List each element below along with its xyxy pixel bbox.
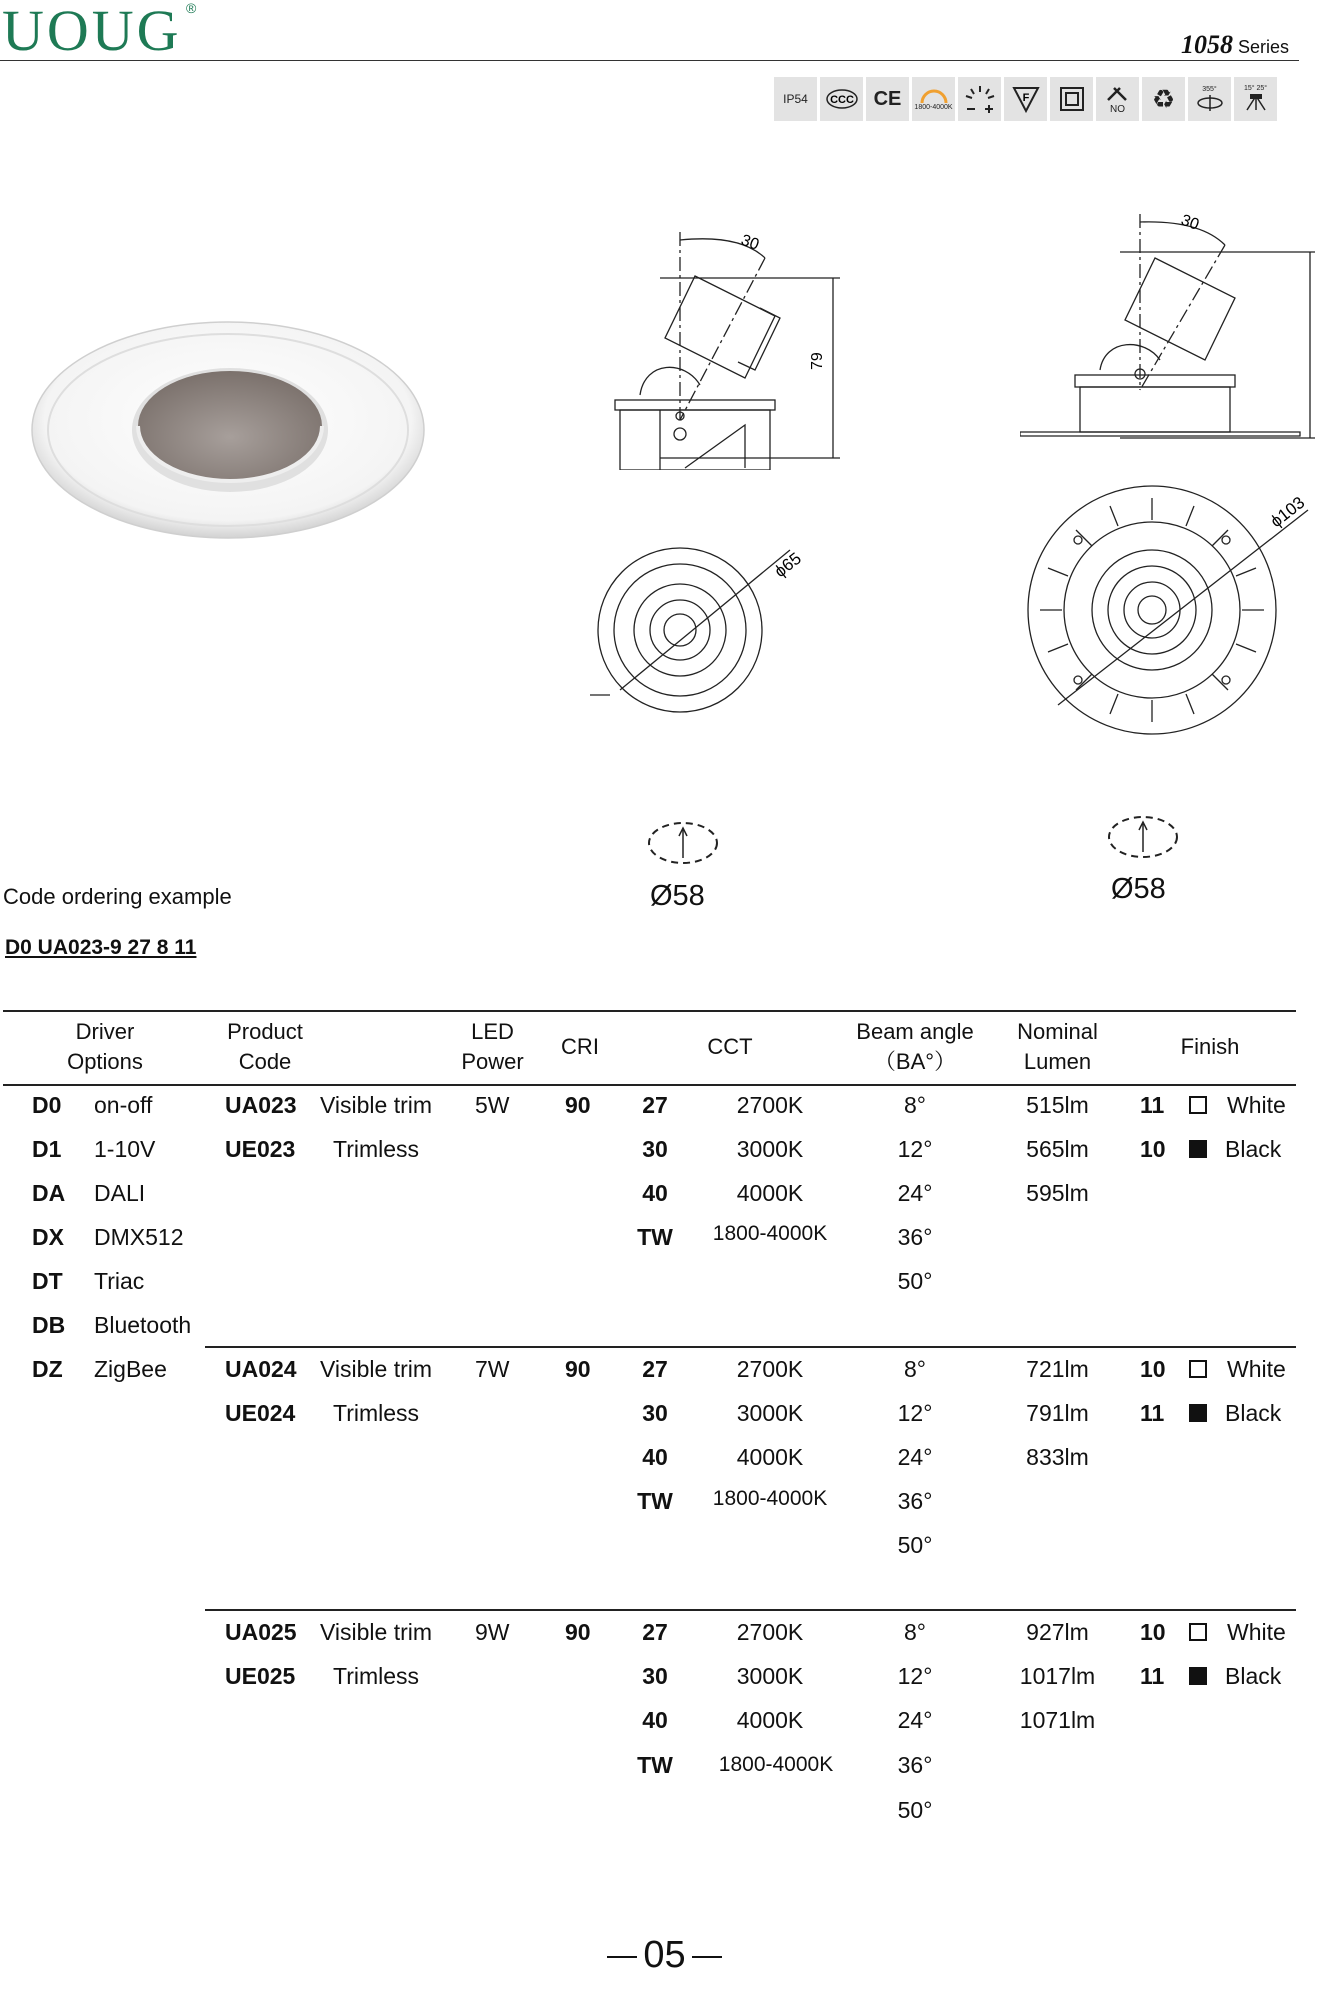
f-mark-icon: [1004, 77, 1047, 121]
finish-name: White: [1227, 1356, 1286, 1382]
header-beam-angle: Beam angle （BA°）: [856, 1019, 974, 1074]
cct-code: 40: [642, 1180, 668, 1206]
white-swatch-icon: [1189, 1623, 1207, 1641]
black-swatch-icon: [1189, 1140, 1207, 1158]
beam-angle: 12°: [897, 1136, 933, 1162]
black-swatch-icon: [1189, 1667, 1207, 1685]
series-word: Series: [1237, 37, 1289, 57]
cct-code: 40: [642, 1444, 668, 1470]
header-product-code: Product Code: [227, 1019, 303, 1074]
driver-code: DA: [32, 1180, 66, 1206]
finish-code: 10: [1140, 1619, 1166, 1645]
cri-value: 90: [565, 1356, 591, 1382]
side-view-trimless: [1020, 210, 1320, 450]
product-code: UA025: [225, 1619, 297, 1645]
beam-angle: 8°: [904, 1092, 926, 1118]
product-photo: [30, 320, 430, 550]
driver-code: DB: [32, 1312, 66, 1338]
finish-name: Black: [1225, 1136, 1282, 1162]
driver-name: DALI: [94, 1180, 146, 1206]
beam-angle: 12°: [897, 1400, 933, 1426]
driver-name: Bluetooth: [94, 1312, 192, 1338]
header-cct: CCT: [707, 1034, 753, 1059]
beam-angle: 24°: [897, 1707, 933, 1733]
product-code: UE025: [225, 1663, 296, 1689]
white-swatch-icon: [1189, 1096, 1207, 1114]
ip54-badge: IP54: [774, 77, 817, 121]
beam-angle: 36°: [897, 1488, 933, 1514]
ccc-icon: [820, 77, 863, 121]
cri-value: 90: [565, 1619, 591, 1645]
driver-name: 1-10V: [94, 1136, 156, 1162]
header-divider: [0, 60, 1299, 61]
finish-code: 11: [1140, 1092, 1165, 1118]
header-cri: CRI: [561, 1034, 599, 1059]
cct-value: 1800-4000K: [718, 1753, 834, 1776]
beam-angle: 8°: [904, 1619, 926, 1645]
cct-code: TW: [637, 1224, 673, 1250]
table-top-rule: [3, 1010, 1296, 1012]
ordering-example-label: Code ordering example: [3, 884, 232, 909]
beam-angle: 12°: [897, 1663, 933, 1689]
led-power: 7W: [475, 1356, 510, 1382]
product-code: UE024: [225, 1400, 296, 1426]
cct-code: 40: [642, 1707, 668, 1733]
no-tools-icon: NO: [1096, 77, 1139, 121]
beam-angle: 36°: [897, 1224, 933, 1250]
finish-name: Black: [1225, 1663, 1282, 1689]
table-header-rule: [3, 1084, 1296, 1086]
top-view-trimless: [1018, 480, 1328, 740]
header-nominal-lumen: Nominal Lumen: [1017, 1019, 1098, 1074]
tilt-angle-label: 30: [1178, 211, 1202, 234]
finish-name: White: [1227, 1619, 1286, 1645]
header-finish: Finish: [1180, 1034, 1240, 1059]
cct-code: 27: [642, 1619, 668, 1645]
driver-name: Triac: [94, 1268, 145, 1294]
rotation-icon: 355°: [1188, 77, 1231, 121]
cutout-diameter-right: Ø58: [1111, 873, 1166, 905]
product-desc: Visible trim: [320, 1092, 433, 1118]
product-desc: Trimless: [333, 1136, 420, 1162]
cct-value: 2700K: [736, 1092, 804, 1118]
cct-range-icon: 1800-4000K: [912, 77, 955, 121]
certification-bar: [774, 77, 1277, 121]
ordering-example-code: D0 UA023-9 27 8 11: [5, 936, 197, 959]
cct-code: 30: [642, 1136, 668, 1162]
cct-code: TW: [637, 1488, 673, 1514]
driver-code: DX: [32, 1224, 64, 1250]
cct-code: 30: [642, 1400, 668, 1426]
cct-value: 4000K: [736, 1444, 804, 1470]
cct-value: 3000K: [736, 1136, 804, 1162]
page-number-dash: [692, 1956, 722, 1958]
series-number: 1058: [1180, 30, 1233, 59]
cutout-diameter-left: Ø58: [650, 880, 705, 912]
lumen-value: 1017lm: [1019, 1663, 1096, 1689]
cct-code: 27: [642, 1092, 668, 1118]
side-view-visible-trim: [590, 220, 850, 470]
cct-value: 3000K: [736, 1663, 804, 1689]
cct-value: 2700K: [736, 1619, 804, 1645]
driver-code: D1: [32, 1136, 62, 1162]
diameter-label: ϕ103: [1266, 492, 1309, 532]
driver-name: on-off: [94, 1092, 153, 1118]
lumen-value: 791lm: [1026, 1400, 1089, 1426]
svg-text:F: F: [1022, 92, 1029, 104]
beam-angle: 24°: [897, 1444, 933, 1470]
beam-angle: 8°: [904, 1356, 926, 1382]
height-label: 79: [809, 352, 826, 370]
product-desc: Visible trim: [320, 1619, 433, 1645]
page-number: 05: [0, 1934, 1329, 1977]
class-ii-icon: [1050, 77, 1093, 121]
svg-text:CCC: CCC: [829, 94, 854, 106]
driver-name: ZigBee: [94, 1356, 167, 1382]
lumen-value: 595lm: [1026, 1180, 1089, 1206]
product-desc: Trimless: [333, 1663, 420, 1689]
brand-logo: UOUG: [2, 0, 182, 63]
finish-code: 11: [1140, 1663, 1165, 1689]
tilt-angle-label: 30: [738, 231, 762, 254]
header-led-power: LED Power: [461, 1019, 524, 1074]
recycle-icon: ♻: [1142, 77, 1185, 121]
black-swatch-icon: [1189, 1404, 1207, 1422]
lumen-value: 1071lm: [1019, 1707, 1096, 1733]
led-power: 5W: [475, 1092, 510, 1118]
diameter-label: ϕ65: [770, 548, 805, 582]
tilt-icon: 15° 25°: [1234, 77, 1277, 121]
product-desc: Trimless: [333, 1400, 420, 1426]
dimmable-icon: [958, 77, 1001, 121]
lumen-value: 833lm: [1026, 1444, 1089, 1470]
beam-angle: 24°: [897, 1180, 933, 1206]
cct-code: TW: [637, 1752, 673, 1778]
beam-angle: 36°: [897, 1752, 933, 1778]
series-title: [1181, 30, 1289, 60]
cutout-symbol-right: [1105, 812, 1181, 862]
white-swatch-icon: [1189, 1360, 1207, 1378]
page-number-dash: [607, 1956, 637, 1958]
cct-code: 30: [642, 1663, 668, 1689]
beam-angle: 50°: [897, 1532, 933, 1558]
cct-value: 1800-4000K: [712, 1222, 828, 1245]
finish-code: 11: [1140, 1400, 1165, 1426]
lumen-value: 515lm: [1026, 1092, 1089, 1118]
driver-code: DT: [32, 1268, 63, 1294]
finish-code: 10: [1140, 1356, 1166, 1382]
lumen-value: 565lm: [1026, 1136, 1089, 1162]
cct-value: 2700K: [736, 1356, 804, 1382]
header-driver-options: Driver Options: [67, 1019, 143, 1074]
group-divider: [205, 1609, 1296, 1611]
finish-code: 10: [1140, 1136, 1166, 1162]
driver-name: DMX512: [94, 1224, 184, 1250]
beam-angle: 50°: [897, 1268, 933, 1294]
group-divider: [205, 1346, 1296, 1348]
driver-code: DZ: [32, 1356, 63, 1382]
cct-code: 27: [642, 1356, 668, 1382]
cri-value: 90: [565, 1092, 591, 1118]
cct-value: 4000K: [736, 1180, 804, 1206]
finish-name: Black: [1225, 1400, 1282, 1426]
ce-icon: CE: [866, 77, 909, 121]
cutout-symbol-left: [645, 818, 721, 868]
lumen-value: 927lm: [1026, 1619, 1089, 1645]
product-code: UE023: [225, 1136, 296, 1162]
led-power: 9W: [475, 1619, 510, 1645]
cct-value: 3000K: [736, 1400, 804, 1426]
top-view-visible-trim: [590, 540, 820, 720]
finish-name: White: [1227, 1092, 1286, 1118]
lumen-value: 721lm: [1026, 1356, 1089, 1382]
cct-value: 4000K: [736, 1707, 804, 1733]
cct-value: 1800-4000K: [712, 1487, 828, 1510]
product-desc: Visible trim: [320, 1356, 433, 1382]
product-code: UA024: [225, 1356, 297, 1382]
beam-angle: 50°: [897, 1797, 933, 1823]
registered-mark: ®: [186, 0, 197, 16]
product-code: UA023: [225, 1092, 297, 1118]
driver-code: D0: [32, 1092, 62, 1118]
